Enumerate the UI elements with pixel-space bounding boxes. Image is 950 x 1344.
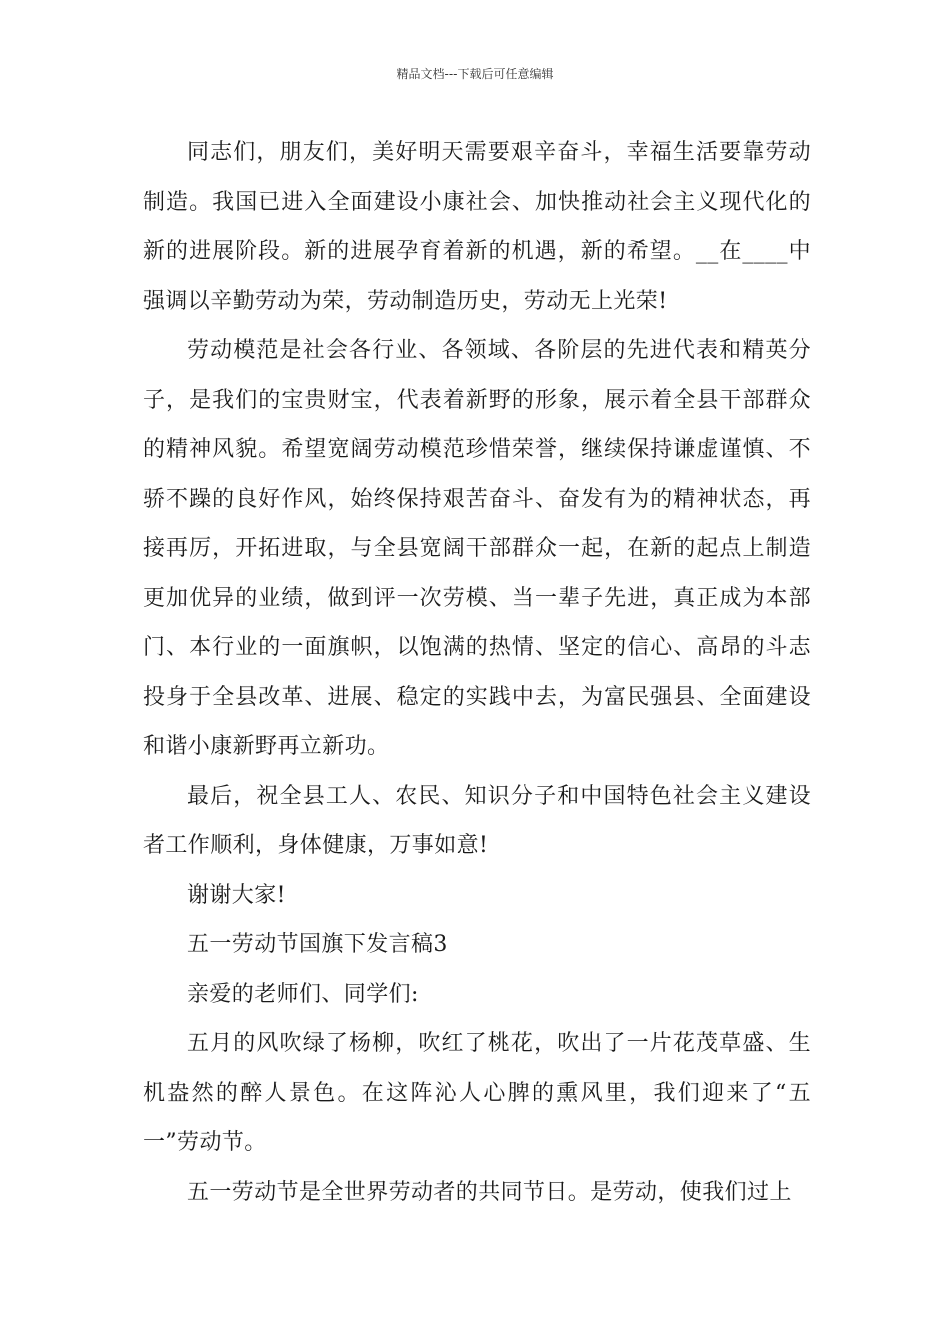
paragraph: 五一劳动节是全世界劳动者的共同节日。是劳动，使我们过上 <box>187 1179 792 1205</box>
paragraph: 谢谢大家! <box>187 882 286 908</box>
page-header: 精品文档---下载后可任意编辑 <box>396 67 554 81</box>
paragraph: 最后，祝全县工人、农民、知识分子和中国特色社会主义建设者工作顺利，身体健康，万事如意! <box>143 783 811 858</box>
document-body <box>143 128 811 1217</box>
salutation: 亲爱的老师们、同学们: <box>187 981 419 1007</box>
paragraph: 劳动模范是社会各行业、各领域、各阶层的先进代表和精英分子，是我们的宝贵财宝，代表着新野的形象，展示着全县干部群众的精神风貌。希望宽阔劳动模范珍惜荣誉，继续保持谦虚谨慎、不骄不躁的良好作风，始终保持艰苦奋斗、奋发有为的精神状态，再接再厉，开拓进取，与全县宽阔干部群众一起，在新的起点上制造更加优异的业绩，做到评一次劳模、当一辈子先进，真正成为本部门、本行业的一面旗帜，以饱满的热情、坚定的信心、高昂的斗志投身于全县改革、进展、稳定的实践中去，为富民强县、全面建设和谐小康新野再立新功。 <box>143 338 811 759</box>
section-heading: 五一劳动节国旗下发言稿3 <box>187 932 448 957</box>
paragraph: 五月的风吹绿了杨柳，吹红了桃花，吹出了一片花茂草盛、生机盎然的醉人景色。在这阵沁人心脾的熏风里，我们迎来了“五一”劳动节。 <box>143 1031 811 1155</box>
paragraph: 同志们，朋友们，美好明天需要艰辛奋斗，幸福生活要靠劳动制造。我国已进入全面建设小康社会、加快推动社会主义现代化的新的进展阶段。新的进展孕育着新的机遇，新的希望。__在____中强调以辛勤劳动为荣，劳动制造历史，劳动无上光荣! <box>143 140 811 314</box>
